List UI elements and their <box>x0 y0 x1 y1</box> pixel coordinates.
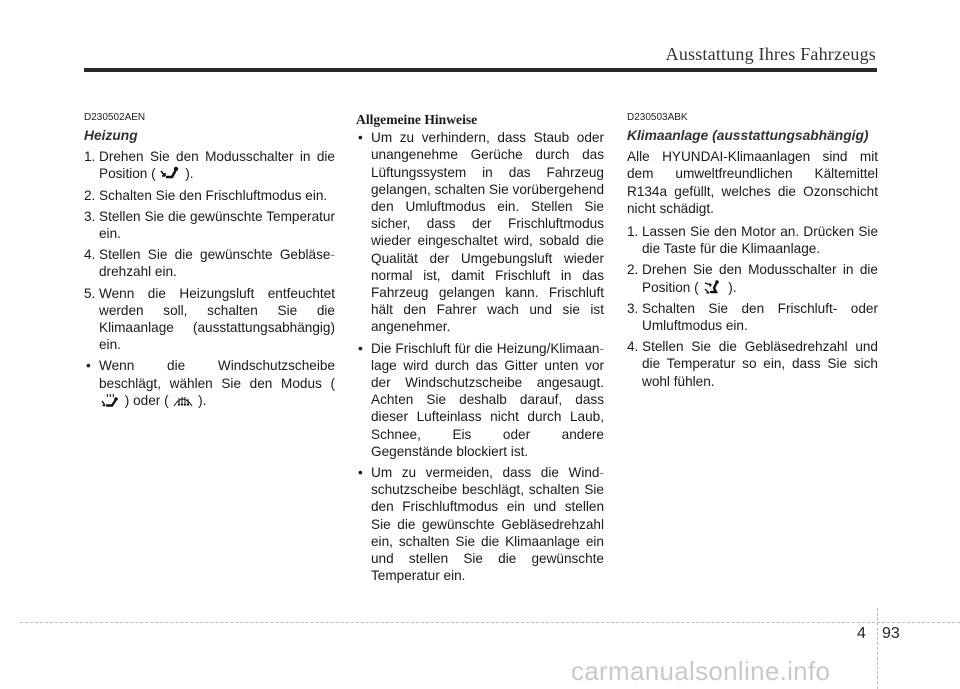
section-heading: Heizung <box>84 128 138 143</box>
hyphen: - <box>599 340 604 356</box>
step-text-end: drehzahl ein. <box>99 264 177 280</box>
bullet-text: Die Frischluft für die Heizung/Klimaan <box>371 340 600 356</box>
defrost-floor-mode-icon <box>99 393 121 408</box>
header-rule <box>84 68 877 72</box>
step-number: 3. <box>627 300 639 316</box>
step-text: Drehen Sie den Modusschalter in die Position ( <box>99 149 335 182</box>
step-text: Stellen Sie die gewünschte Gebläse <box>99 247 331 263</box>
section-heading: Klimaanlage (ausstattungsabhängig) <box>627 128 869 143</box>
intro-paragraph: Alle HYUNDAI-Klimaanlagen sind mit dem umweltfreundlichen Kältemittel R134a gefüllt, welches die Ozonschicht nicht schädigt. <box>627 149 878 216</box>
list-item <box>356 464 604 584</box>
section-code: D230503ABK <box>627 112 688 123</box>
defrost-mode-icon <box>172 393 194 408</box>
notes-list <box>356 129 604 584</box>
bullet: • <box>358 340 363 356</box>
step-number: 5. <box>84 285 96 301</box>
list-item <box>627 300 878 334</box>
footer-divider <box>877 608 878 689</box>
bullet-text-end: lage wird durch das Gitter unten vor der Windschutzscheibe angesaugt. Achten Sie deshalb darauf, dass dieser Lufteinlass nicht durch Laub, Schnee, Eis oder andere Gegenstände blockiert ist. <box>371 357 604 459</box>
column-klimaanlage <box>627 111 878 394</box>
step-text-end: ). <box>185 166 194 182</box>
bullet: • <box>358 465 363 481</box>
column-heizung <box>84 111 335 413</box>
bullet: • <box>86 358 91 374</box>
header-title: Ausstattung Ihres Fahrzeugs <box>665 44 876 64</box>
step-text: Stellen Sie die Gebläsedrehzahl und die Temperatur so ein, dass Sie sich wohl fühlen. <box>642 339 878 389</box>
list-item <box>627 223 878 257</box>
section-heading: Allgemeine Hinweise <box>356 112 478 127</box>
bullet-text: Um zu verhindern, dass Staub oder unangenehme Gerüche durch das Lüftungssystem in das Fahrzeug gelangen, schalten Sie vorübergehend den Umluftmodus ein. Stellen Sie sicher, dass der Frischluftmodus wieder eingeschaltet wird, sobald die Qualität der Umgebungsluft wieder normal ist, damit Frischluft in das Fahrzeug gelangen kann. Frischluft hält den Fahrer wach und sie ist angenehmer. <box>371 130 604 335</box>
step-text: Lassen Sie den Motor an. Drücken Sie die Taste für die Klimaanlage. <box>642 224 878 257</box>
step-number: 1. <box>627 224 639 240</box>
floor-mode-icon <box>159 166 181 181</box>
hyphen: - <box>599 465 604 481</box>
steps-list <box>84 148 335 409</box>
bullet-text-mid: ) oder ( <box>124 392 169 408</box>
list-item <box>84 187 335 204</box>
list-item <box>356 129 604 335</box>
bullet-text-end: ). <box>198 392 207 408</box>
list-item <box>627 338 878 390</box>
list-item <box>84 246 335 280</box>
bullet-text-end: schutzscheibe beschlägt, schalten Sie den Frischluftmodus ein und stellen Sie die gewünschte Gebläsedrehzahl ein, schalten Sie die Klimaanlage ein und stellen Sie die gewünschte Temperatur ein. <box>371 482 604 584</box>
step-text: Drehen Sie den Modusschalter in die Position ( <box>642 262 878 295</box>
list-item <box>84 208 335 242</box>
steps-list <box>627 223 878 390</box>
bullet-text: Um zu vermeiden, dass die Wind <box>371 465 600 481</box>
step-number: 1. <box>84 149 96 165</box>
list-item <box>84 148 335 182</box>
step-number: 3. <box>84 208 96 224</box>
watermark: carmanualsonline.info <box>571 656 831 686</box>
step-text-end: ). <box>728 279 737 295</box>
footer-rule <box>20 622 960 623</box>
chapter-number: 4 <box>857 625 866 642</box>
list-item <box>84 357 335 409</box>
step-text: Stellen Sie die gewünschte Temperatur ein. <box>99 208 335 242</box>
step-number: 2. <box>627 262 639 278</box>
bullet-text: Wenn die Windschutzscheibe beschlägt, wählen Sie den Modus ( <box>99 358 335 391</box>
step-number: 4. <box>84 247 96 263</box>
column-allgemeine-hinweise <box>356 111 604 588</box>
list-item <box>84 285 335 354</box>
bilevel-mode-icon <box>702 280 724 295</box>
hyphen: - <box>330 247 335 263</box>
bullet: • <box>358 130 363 146</box>
page-number: 93 <box>882 625 900 642</box>
step-text: Schalten Sie den Frischluftmodus ein. <box>99 187 328 203</box>
step-text: Schalten Sie den Frischluft- oder Umluftmodus ein. <box>642 300 878 334</box>
step-number: 2. <box>84 187 96 203</box>
step-text: Wenn die Heizungsluft entfeuchtet werden soll, schalten Sie die Klimaanlage (ausstattungsabhängig) ein. <box>99 285 335 353</box>
list-item <box>627 261 878 295</box>
step-number: 4. <box>627 339 639 355</box>
section-code: D230502AEN <box>84 112 146 123</box>
list-item <box>356 340 604 460</box>
